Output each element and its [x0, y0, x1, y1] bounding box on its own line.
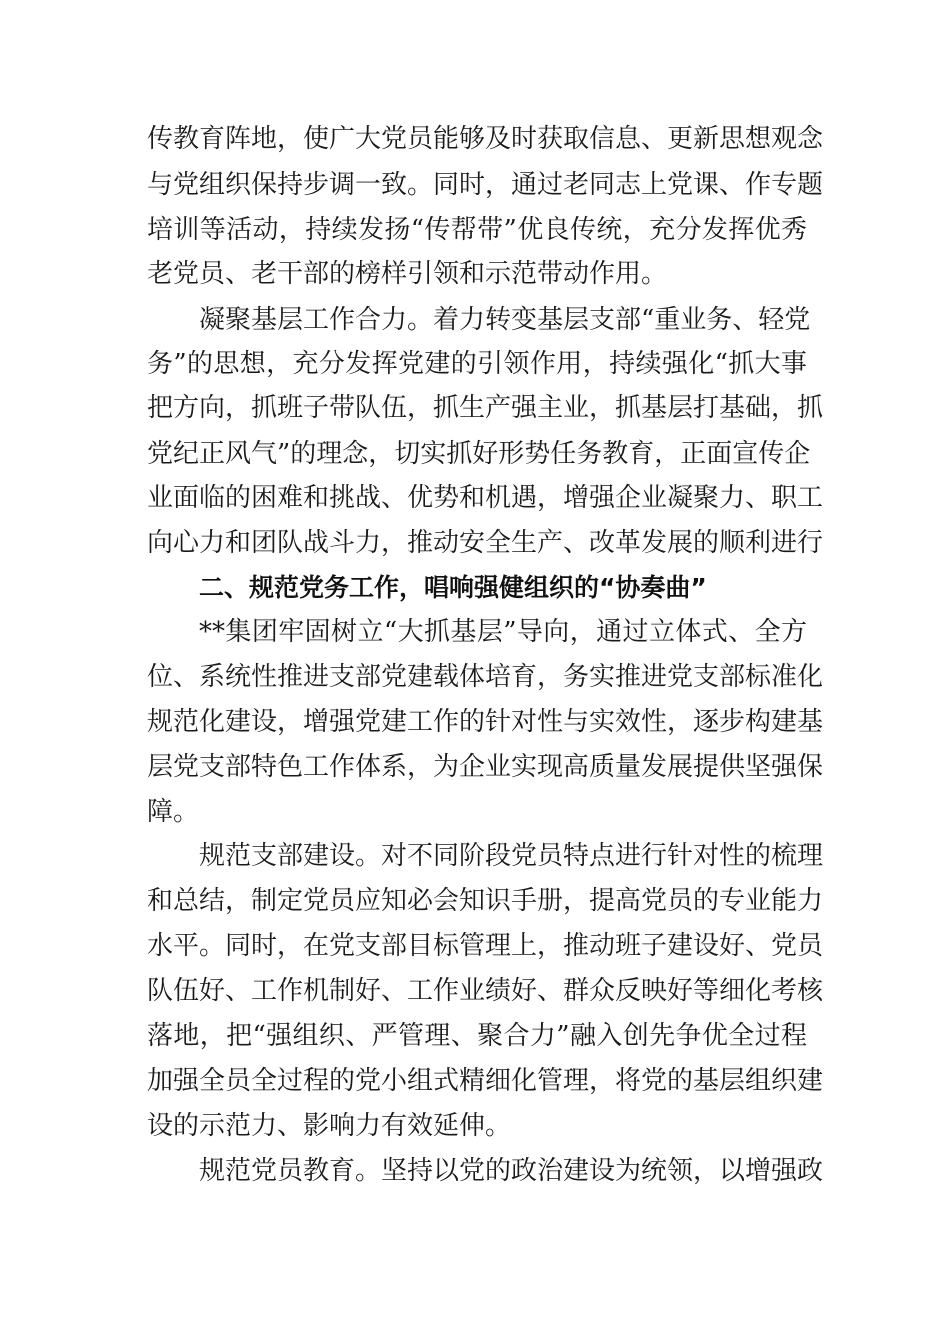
- body-text-line: 老党员、老干部的榜样引领和示范带动作用。: [147, 259, 668, 289]
- body-text-line: 落地，把“强组织、严管理、聚合力”融入创先争优全过程: [147, 1021, 807, 1051]
- body-text-line: 层党支部特色工作体系，为企业实现高质量发展提供坚强保: [147, 752, 824, 782]
- paragraph-first-line: 规范党员教育。坚持以党的政治建设为统领，以增强政: [199, 1156, 824, 1186]
- body-text-line: 障。: [147, 797, 200, 827]
- body-text-line: 务”的思想，充分发挥党建的引领作用，持续强化“抓大事: [147, 349, 807, 379]
- body-text-line: 党纪正风气”的理念，切实抓好形势任务教育，正面宣传企: [147, 439, 811, 469]
- body-text-line: 传教育阵地，使广大党员能够及时获取信息、更新思想观念: [147, 124, 824, 154]
- body-text-line: 把方向，抓班子带队伍，抓生产强主业，抓基层打基础，抓: [147, 393, 824, 423]
- paragraph-first-line: 凝聚基层工作合力。着力转变基层支部“重业务、轻党: [199, 305, 811, 335]
- section-heading: 二、规范党务工作，唱响强健组织的“协奏曲”: [199, 573, 707, 602]
- body-text-line: 队伍好、工作机制好、工作业绩好、群众反映好等细化考核: [147, 976, 824, 1006]
- body-text-line: 与党组织保持步调一致。同时，通过老同志上党课、作专题: [147, 170, 824, 200]
- body-text-line: 向心力和团队战斗力，推动安全生产、改革发展的顺利进行: [147, 528, 824, 558]
- body-text-line: 设的示范力、影响力有效延伸。: [147, 1111, 512, 1141]
- body-text-line: 加强全员全过程的党小组式精细化管理，将党的基层组织建: [147, 1066, 824, 1096]
- body-text-line: 规范化建设，增强党建工作的针对性与实效性，逐步构建基: [147, 707, 824, 737]
- body-text-line: 培训等活动，持续发扬“传帮带”优良传统，充分发挥优秀: [147, 215, 807, 245]
- body-text-line: 位、系统性推进支部党建载体培育，务实推进党支部标准化: [147, 662, 824, 692]
- paragraph-first-line: **集团牢固树立“大抓基层”导向，通过立体式、全方: [199, 617, 807, 647]
- body-text-line: 和总结，制定党员应知必会知识手册，提高党员的专业能力: [147, 886, 824, 916]
- body-text-line: 水平。同时，在党支部目标管理上，推动班子建设好、党员: [147, 931, 824, 961]
- body-text-line: 业面临的困难和挑战、优势和机遇，增强企业凝聚力、职工: [147, 483, 824, 513]
- paragraph-first-line: 规范支部建设。对不同阶段党员特点进行针对性的梳理: [199, 841, 824, 871]
